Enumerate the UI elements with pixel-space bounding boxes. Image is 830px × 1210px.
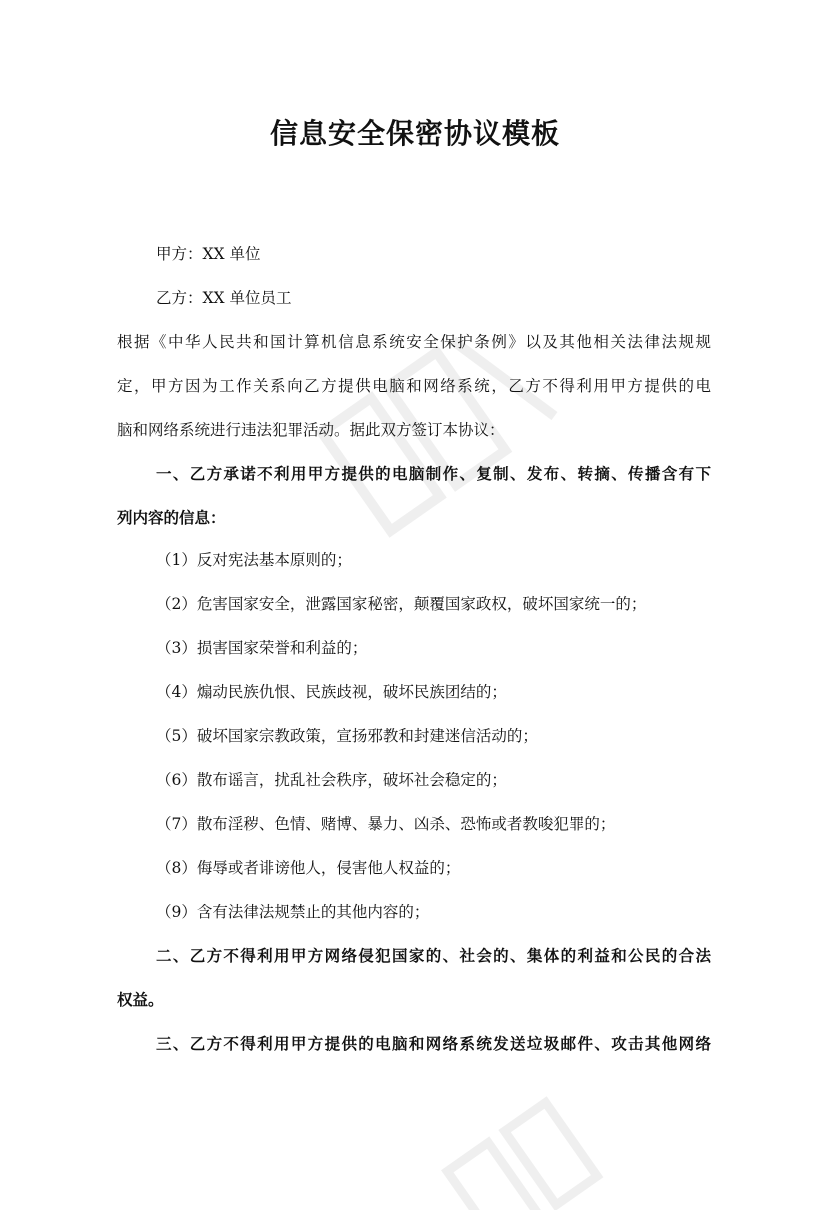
clause-3-line-1: 三、乙方不得利用甲方提供的电脑和网络系统发送垃圾邮件、攻击其他网络 <box>156 1035 711 1053</box>
party-a-line: 甲方：XX 单位 <box>156 245 261 263</box>
list-item: （9）含有法律法规禁止的其他内容的； <box>156 903 430 921</box>
list-item: （8）侮辱或者诽谤他人，侵害他人权益的； <box>156 859 461 877</box>
list-item: （7）散布淫秽、色情、赌博、暴力、凶杀、恐怖或者教唆犯罪的； <box>156 815 616 833</box>
list-item: （4）煽动民族仇恨、民族歧视，破坏民族团结的； <box>156 683 507 701</box>
watermark-graphic-bottom <box>430 1090 630 1210</box>
list-item: （6）散布谣言，扰乱社会秩序，破坏社会稳定的； <box>156 771 507 789</box>
list-item: （5）破坏国家宗教政策，宣扬邪教和封建迷信活动的； <box>156 727 538 745</box>
clause-2-line-2: 权益。 <box>117 991 164 1009</box>
list-item: （1）反对宪法基本原则的； <box>156 551 352 569</box>
clause-2-line-1: 二、乙方不得利用甲方网络侵犯国家的、社会的、集体的利益和公民的合法 <box>156 947 711 965</box>
list-item: （3）损害国家荣誉和利益的； <box>156 639 368 657</box>
intro-line-2: 定，甲方因为工作关系向乙方提供电脑和网络系统，乙方不得利用甲方提供的电 <box>117 377 711 395</box>
party-b-line: 乙方：XX 单位员工 <box>156 289 292 307</box>
clause-1-line-1: 一、乙方承诺不利用甲方提供的电脑制作、复制、发布、转摘、传播含有下 <box>156 465 711 483</box>
document-title: 信息安全保密协议模板 <box>269 117 560 150</box>
intro-line-1: 根据《中华人民共和国计算机信息系统安全保护条例》以及其他相关法律法规规 <box>117 333 711 351</box>
intro-line-3: 脑和网络系统进行违法犯罪活动。据此双方签订本协议： <box>117 421 505 439</box>
list-item: （2）危害国家安全，泄露国家秘密，颠覆国家政权，破坏国家统一的； <box>156 595 647 613</box>
clause-1-line-2: 列内容的信息： <box>117 509 226 527</box>
